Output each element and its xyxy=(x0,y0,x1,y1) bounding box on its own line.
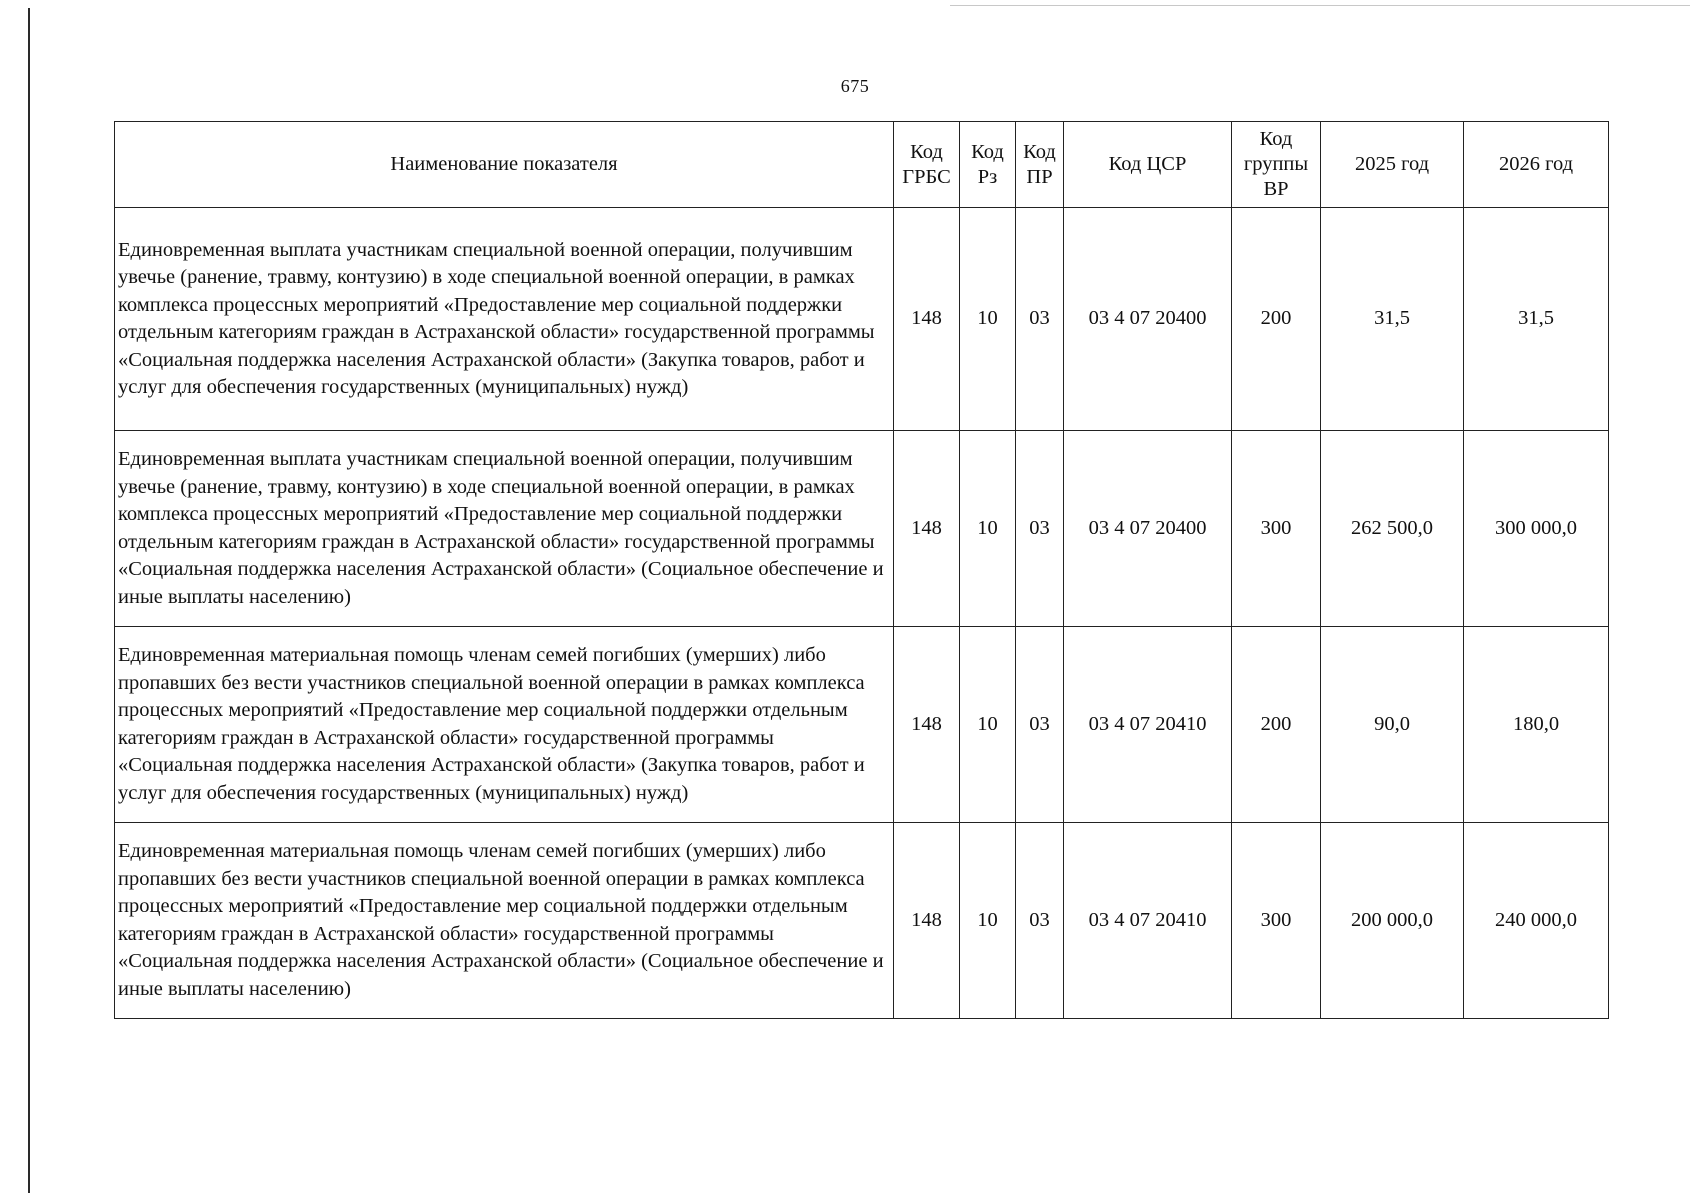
cell-vr: 300 xyxy=(1232,431,1321,627)
cell-csr: 03 4 07 20400 xyxy=(1064,208,1232,431)
cell-2026: 240 000,0 xyxy=(1464,823,1609,1019)
cell-pr: 03 xyxy=(1016,823,1064,1019)
cell-2026: 180,0 xyxy=(1464,627,1609,823)
cell-2025: 90,0 xyxy=(1321,627,1464,823)
header-rz: Код Рз xyxy=(960,122,1016,208)
cell-vr: 300 xyxy=(1232,823,1321,1019)
cell-2025: 262 500,0 xyxy=(1321,431,1464,627)
scan-artifact-line xyxy=(950,5,1690,6)
page-number: 675 xyxy=(840,76,870,96)
cell-vr: 200 xyxy=(1232,627,1321,823)
cell-name: Единовременная выплата участникам специальной военной операции, получившим увечье (ранение, травму, контузию) в ходе специальной военной операции, в рамках комплекса процессных мероприятий «Предоставление мер социальной поддержки отдельным категориям граждан в Астраханской области» государственной программы «Социальная поддержка населения Астраханской области» (Закупка товаров, работ и услуг для обеспечения государственных (муниципальных) нужд) xyxy=(115,208,894,431)
binding-edge-line xyxy=(28,8,30,1193)
cell-pr: 03 xyxy=(1016,431,1064,627)
cell-name: Единовременная выплата участникам специальной военной операции, получившим увечье (ранение, травму, контузию) в ходе специальной военной операции, в рамках комплекса процессных мероприятий «Предоставление мер социальной поддержки отдельным категориям граждан в Астраханской области» государственной программы «Социальная поддержка населения Астраханской области» (Социальное обеспечение и иные выплаты населению) xyxy=(115,431,894,627)
budget-table xyxy=(114,121,1609,1019)
cell-grbs: 148 xyxy=(894,208,960,431)
cell-2025: 200 000,0 xyxy=(1321,823,1464,1019)
cell-name: Единовременная материальная помощь членам семей погибших (умерших) либо пропавших без вести участников специальной военной операции в рамках комплекса процессных мероприятий «Предоставление мер социальной поддержки отдельным категориям граждан в Астраханской области» государственной программы «Социальная поддержка населения Астраханской области» (Закупка товаров, работ и услуг для обеспечения государственных (муниципальных) нужд) xyxy=(115,627,894,823)
cell-csr: 03 4 07 20410 xyxy=(1064,823,1232,1019)
cell-grbs: 148 xyxy=(894,431,960,627)
table-row xyxy=(115,627,1609,823)
cell-grbs: 148 xyxy=(894,823,960,1019)
header-name: Наименование показателя xyxy=(115,122,894,208)
cell-csr: 03 4 07 20400 xyxy=(1064,431,1232,627)
cell-grbs: 148 xyxy=(894,627,960,823)
cell-csr: 03 4 07 20410 xyxy=(1064,627,1232,823)
cell-vr: 200 xyxy=(1232,208,1321,431)
cell-rz: 10 xyxy=(960,627,1016,823)
header-2026: 2026 год xyxy=(1464,122,1609,208)
cell-name: Единовременная материальная помощь членам семей погибших (умерших) либо пропавших без вести участников специальной военной операции в рамках комплекса процессных мероприятий «Предоставление мер социальной поддержки отдельным категориям граждан в Астраханской области» государственной программы «Социальная поддержка населения Астраханской области» (Социальное обеспечение и иные выплаты населению) xyxy=(115,823,894,1019)
cell-2026: 300 000,0 xyxy=(1464,431,1609,627)
header-csr: Код ЦСР xyxy=(1064,122,1232,208)
header-pr: Код ПР xyxy=(1016,122,1064,208)
header-2025: 2025 год xyxy=(1321,122,1464,208)
cell-pr: 03 xyxy=(1016,208,1064,431)
table-header-row xyxy=(115,122,1609,208)
table-row xyxy=(115,431,1609,627)
cell-2026: 31,5 xyxy=(1464,208,1609,431)
table-row xyxy=(115,208,1609,431)
cell-2025: 31,5 xyxy=(1321,208,1464,431)
header-vr: Код группы ВР xyxy=(1232,122,1321,208)
header-grbs: Код ГРБС xyxy=(894,122,960,208)
table-row xyxy=(115,823,1609,1019)
cell-rz: 10 xyxy=(960,823,1016,1019)
cell-rz: 10 xyxy=(960,431,1016,627)
cell-pr: 03 xyxy=(1016,627,1064,823)
cell-rz: 10 xyxy=(960,208,1016,431)
